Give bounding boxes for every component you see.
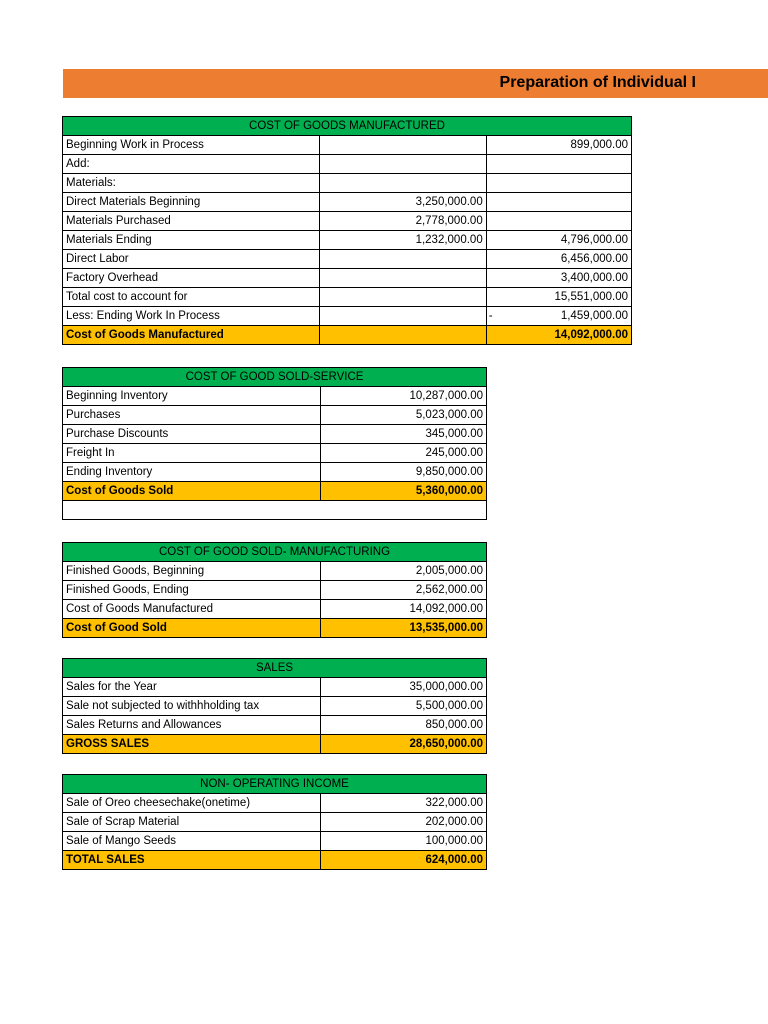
non-operating-table xyxy=(62,774,487,870)
row-right-value[interactable]: 4,796,000.00 xyxy=(486,231,631,250)
row-label[interactable]: Purchase Discounts xyxy=(63,425,321,444)
sales-table xyxy=(62,658,487,754)
row-label[interactable]: Sale not subjected to withhholding tax xyxy=(63,697,321,716)
title-banner xyxy=(63,69,768,98)
row-label[interactable]: Direct Labor xyxy=(63,250,320,269)
row-value[interactable]: 9,850,000.00 xyxy=(320,463,486,482)
row-label[interactable]: Sale of Oreo cheesechake(onetime) xyxy=(63,794,321,813)
table-row xyxy=(63,562,487,581)
row-right-value[interactable]: 6,456,000.00 xyxy=(486,250,631,269)
row-right-value: 1,459,000.00 xyxy=(560,310,628,322)
table-row xyxy=(63,155,632,174)
row-label[interactable]: Sale of Mango Seeds xyxy=(63,832,321,851)
table-row xyxy=(63,832,487,851)
row-mid-value[interactable] xyxy=(320,307,486,326)
total-label[interactable]: TOTAL SALES xyxy=(63,851,321,870)
row-label[interactable]: Sales for the Year xyxy=(63,678,321,697)
total-value[interactable]: 28,650,000.00 xyxy=(320,735,486,754)
table-row xyxy=(63,307,632,326)
non-operating-header: NON- OPERATING INCOME xyxy=(63,775,487,794)
row-label[interactable]: Sale of Scrap Material xyxy=(63,813,321,832)
row-value[interactable]: 850,000.00 xyxy=(320,716,486,735)
table-row xyxy=(63,250,632,269)
table-row xyxy=(63,136,632,155)
cogs-manufacturing-table xyxy=(62,542,487,638)
row-label[interactable]: Cost of Goods Manufactured xyxy=(63,600,321,619)
row-label[interactable]: Purchases xyxy=(63,406,321,425)
total-label[interactable]: Cost of Goods Manufactured xyxy=(63,326,320,345)
row-label[interactable]: Direct Materials Beginning xyxy=(63,193,320,212)
row-label[interactable]: Add: xyxy=(63,155,320,174)
table-row xyxy=(63,425,487,444)
row-value[interactable]: 14,092,000.00 xyxy=(320,600,486,619)
row-label[interactable]: Ending Inventory xyxy=(63,463,321,482)
empty-row xyxy=(63,501,487,520)
row-value[interactable]: 245,000.00 xyxy=(320,444,486,463)
row-mid-value[interactable] xyxy=(320,155,486,174)
row-value[interactable]: 10,287,000.00 xyxy=(320,387,486,406)
total-value[interactable]: 14,092,000.00 xyxy=(486,326,631,345)
row-right-value[interactable] xyxy=(486,212,631,231)
row-label[interactable]: Finished Goods, Ending xyxy=(63,581,321,600)
row-value[interactable]: 100,000.00 xyxy=(320,832,486,851)
cogm-table xyxy=(62,116,632,345)
total-value[interactable]: 13,535,000.00 xyxy=(320,619,486,638)
row-value[interactable]: 2,005,000.00 xyxy=(320,562,486,581)
row-right-cell[interactable] xyxy=(486,307,631,326)
row-label[interactable]: Total cost to account for xyxy=(63,288,320,307)
row-mid-value[interactable]: 1,232,000.00 xyxy=(320,231,486,250)
cogm-header: COST OF GOODS MANUFACTURED xyxy=(63,117,632,136)
total-value[interactable]: 5,360,000.00 xyxy=(320,482,486,501)
total-value[interactable]: 624,000.00 xyxy=(320,851,486,870)
total-row xyxy=(63,326,632,345)
row-label[interactable]: Finished Goods, Beginning xyxy=(63,562,321,581)
dash-mark: - xyxy=(488,310,493,322)
table-row xyxy=(63,231,632,250)
row-label[interactable]: Materials Purchased xyxy=(63,212,320,231)
row-right-value[interactable] xyxy=(486,193,631,212)
total-row xyxy=(63,851,487,870)
row-label[interactable]: Materials: xyxy=(63,174,320,193)
row-label[interactable]: Less: Ending Work In Process xyxy=(63,307,320,326)
row-mid-value[interactable] xyxy=(320,136,486,155)
row-right-value[interactable] xyxy=(486,155,631,174)
row-right-value[interactable]: 3,400,000.00 xyxy=(486,269,631,288)
row-value[interactable]: 35,000,000.00 xyxy=(320,678,486,697)
table-row xyxy=(63,193,632,212)
empty-cell[interactable] xyxy=(63,501,487,520)
row-value[interactable]: 202,000.00 xyxy=(320,813,486,832)
row-mid-value[interactable]: 3,250,000.00 xyxy=(320,193,486,212)
table-row xyxy=(63,794,487,813)
row-value[interactable]: 322,000.00 xyxy=(320,794,486,813)
table-row xyxy=(63,600,487,619)
row-label[interactable]: Beginning Inventory xyxy=(63,387,321,406)
row-right-value[interactable]: 15,551,000.00 xyxy=(486,288,631,307)
row-value[interactable]: 2,562,000.00 xyxy=(320,581,486,600)
table-row xyxy=(63,288,632,307)
total-row xyxy=(63,619,487,638)
table-row xyxy=(63,174,632,193)
row-mid-value[interactable] xyxy=(320,288,486,307)
row-value[interactable]: 5,500,000.00 xyxy=(320,697,486,716)
total-row xyxy=(63,735,487,754)
table-row xyxy=(63,387,487,406)
cogs-service-table xyxy=(62,367,487,520)
row-label[interactable]: Beginning Work in Process xyxy=(63,136,320,155)
table-row xyxy=(63,716,487,735)
row-value[interactable]: 345,000.00 xyxy=(320,425,486,444)
row-label[interactable]: Sales Returns and Allowances xyxy=(63,716,321,735)
sales-header: SALES xyxy=(63,659,487,678)
table-row xyxy=(63,406,487,425)
table-row xyxy=(63,463,487,482)
table-row xyxy=(63,212,632,231)
row-mid-value[interactable]: 2,778,000.00 xyxy=(320,212,486,231)
total-label[interactable]: Cost of Good Sold xyxy=(63,619,321,638)
row-mid-value[interactable] xyxy=(320,269,486,288)
table-row xyxy=(63,697,487,716)
row-label[interactable]: Materials Ending xyxy=(63,231,320,250)
table-row xyxy=(63,581,487,600)
total-row xyxy=(63,482,487,501)
total-mid-cell[interactable] xyxy=(320,326,486,345)
table-row xyxy=(63,813,487,832)
row-mid-value[interactable] xyxy=(320,250,486,269)
table-row xyxy=(63,444,487,463)
cogs-service-header: COST OF GOOD SOLD-SERVICE xyxy=(63,368,487,387)
total-label[interactable]: GROSS SALES xyxy=(63,735,321,754)
page-title: Preparation of Individual I xyxy=(499,74,696,91)
total-label[interactable]: Cost of Goods Sold xyxy=(63,482,321,501)
table-row xyxy=(63,678,487,697)
row-right-value[interactable]: 899,000.00 xyxy=(486,136,631,155)
row-right-value[interactable] xyxy=(486,174,631,193)
cogs-manufacturing-header: COST OF GOOD SOLD- MANUFACTURING xyxy=(63,543,487,562)
table-row xyxy=(63,269,632,288)
row-mid-value[interactable] xyxy=(320,174,486,193)
row-label[interactable]: Factory Overhead xyxy=(63,269,320,288)
row-value[interactable]: 5,023,000.00 xyxy=(320,406,486,425)
row-label[interactable]: Freight In xyxy=(63,444,321,463)
